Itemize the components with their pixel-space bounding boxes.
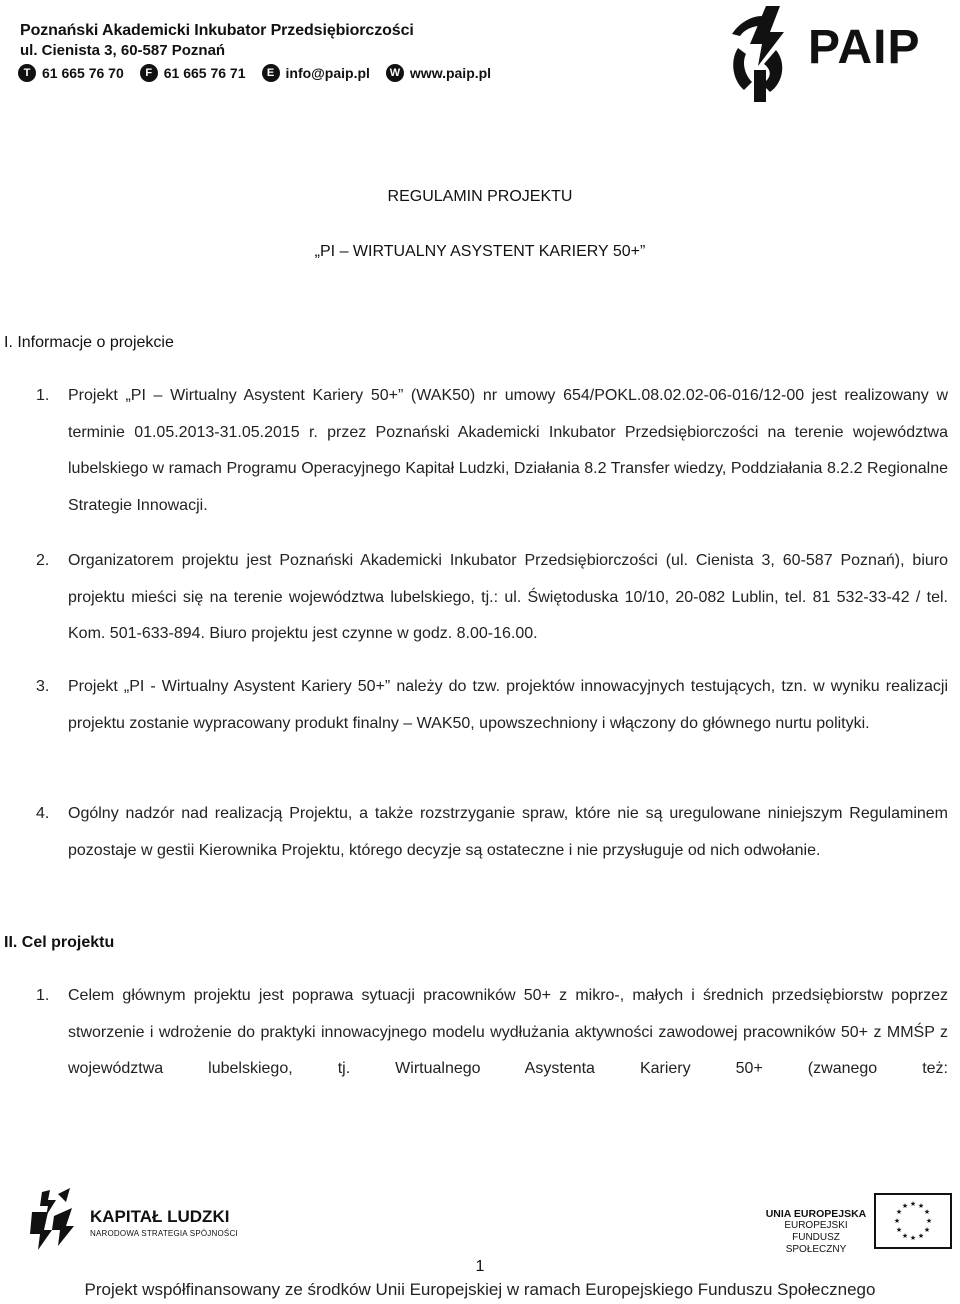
- paip-logo-text: PAIP: [808, 21, 921, 74]
- svg-text:★: ★: [895, 1208, 903, 1216]
- fax-icon: F: [140, 64, 158, 82]
- svg-text:★: ★: [895, 1226, 903, 1234]
- list-item: [36, 378, 948, 524]
- funding-note: Projekt współfinansowany ze środków Unii Europejskiej w ramach Europejskiego Funduszu Społecznego: [84, 1280, 876, 1299]
- item-number: 4.: [36, 805, 50, 822]
- item-text: Organizatorem projektu jest Poznański Akademicki Inkubator Przedsiębiorczości (ul. Cienista 3, 60-587 Poznań), biuro projektu mieści się na terenie województwa lubelskiego, tj.: ul. Świętoduska 10/10, 20-082 Lublin, tel. 81 532-33-42 / tel. Kom. 501-633-894. Biuro projektu jest czynne w godz. 8.00-16.00.: [68, 552, 948, 642]
- document-subtitle: „PI – WIRTUALNY ASYSTENT KARIERY 50+”: [314, 243, 646, 260]
- item-text: Projekt „PI - Wirtualny Asystent Kariery 50+” należy do tzw. projektów innowacyjnych testujących, tzn. w wyniku realizacji projektu zostanie wypracowany produkt finalny – WAK50, upowszechniony i włączony do głównego nurtu polityki.: [68, 678, 948, 732]
- item-text: Ogólny nadzór nad realizacją Projektu, a także rozstrzyganie spraw, które nie są uregulowane niniejszym Regulaminem pozostaje w gestii Kierownika Projektu, którego decyzje są ostateczne i nie przysługuje od nich odwołanie.: [68, 805, 948, 859]
- item-number: 3.: [36, 678, 50, 695]
- list-item: [36, 978, 948, 1088]
- item-number: 1.: [36, 387, 50, 404]
- email-address: info@paip.pl: [285, 65, 370, 81]
- svg-text:★: ★: [917, 1232, 925, 1240]
- section-heading: II. Cel projektu: [4, 934, 115, 951]
- item-text: Projekt „PI – Wirtualny Asystent Kariery 50+” (WAK50) nr umowy 654/POKL.08.02.02-06-016/12-00 jest realizowany w terminie 01.05.2013-31.05.2015 r. przez Poznański Akademicki Inkubator Przedsiębiorczości na terenie województwa lubelskiego w ramach Programu Operacyjnego Kapitał Ludzki, Działania 8.2 Transfer wiedzy, Poddziałania 8.2.2 Regionalne Strategie Innowacji.: [68, 387, 948, 514]
- eu-line-1: UNIA EUROPEJSKA: [765, 1208, 867, 1220]
- svg-text:★: ★: [917, 1202, 925, 1210]
- phone-icon: T: [18, 64, 36, 82]
- list-item: [36, 543, 948, 653]
- svg-text:★: ★: [901, 1232, 909, 1240]
- email-icon: E: [262, 64, 280, 82]
- eu-fund-text: [764, 1208, 868, 1256]
- fax-number: 61 665 76 71: [163, 65, 246, 81]
- item-text: Celem głównym projektu jest poprawa sytuacji pracowników 50+ z mikro-, małych i średnich przedsiębiorstw poprzez stworzenie i wdrożenie do praktyki innowacyjnego modelu wydłużania aktywności zawodowej pracowników 50+ z MMŚP z województwa lubelskiego, tj. Wirtualnego Asystenta Kariery 50+ (zwanego też:: [68, 987, 948, 1077]
- page-number: 1: [475, 1258, 485, 1275]
- svg-text:★: ★: [909, 1234, 917, 1242]
- website-url: www.paip.pl: [409, 65, 492, 81]
- item-number: 1.: [36, 987, 50, 1004]
- phone-number: 61 665 76 70: [42, 65, 124, 81]
- svg-text:★: ★: [901, 1202, 909, 1210]
- svg-text:★: ★: [909, 1200, 917, 1208]
- svg-text:★: ★: [923, 1226, 931, 1234]
- contact-bar: [18, 64, 507, 82]
- web-icon: W: [386, 64, 404, 82]
- eu-line-2: EUROPEJSKI: [784, 1220, 848, 1231]
- eu-flag-icon: [874, 1193, 952, 1249]
- svg-text:★: ★: [925, 1217, 933, 1225]
- list-item: [36, 669, 948, 742]
- list-item: [36, 796, 948, 869]
- svg-text:★: ★: [923, 1208, 931, 1216]
- section-heading: I. Informacje o projekcie: [4, 334, 174, 351]
- org-name: Poznański Akademicki Inkubator Przedsiębiorczości: [20, 22, 414, 39]
- org-address: ul. Cienista 3, 60-587 Poznań: [20, 42, 226, 59]
- svg-text:★: ★: [893, 1217, 901, 1225]
- document-title: REGULAMIN PROJEKTU: [387, 188, 573, 205]
- item-number: 2.: [36, 552, 50, 569]
- eu-line-3: FUNDUSZ SPOŁECZNY: [785, 1232, 847, 1255]
- kapital-ludzki-title: KAPITAŁ LUDZKI: [90, 1207, 230, 1226]
- kapital-ludzki-subtitle: NARODOWA STRATEGIA SPÓJNOŚCI: [90, 1229, 238, 1238]
